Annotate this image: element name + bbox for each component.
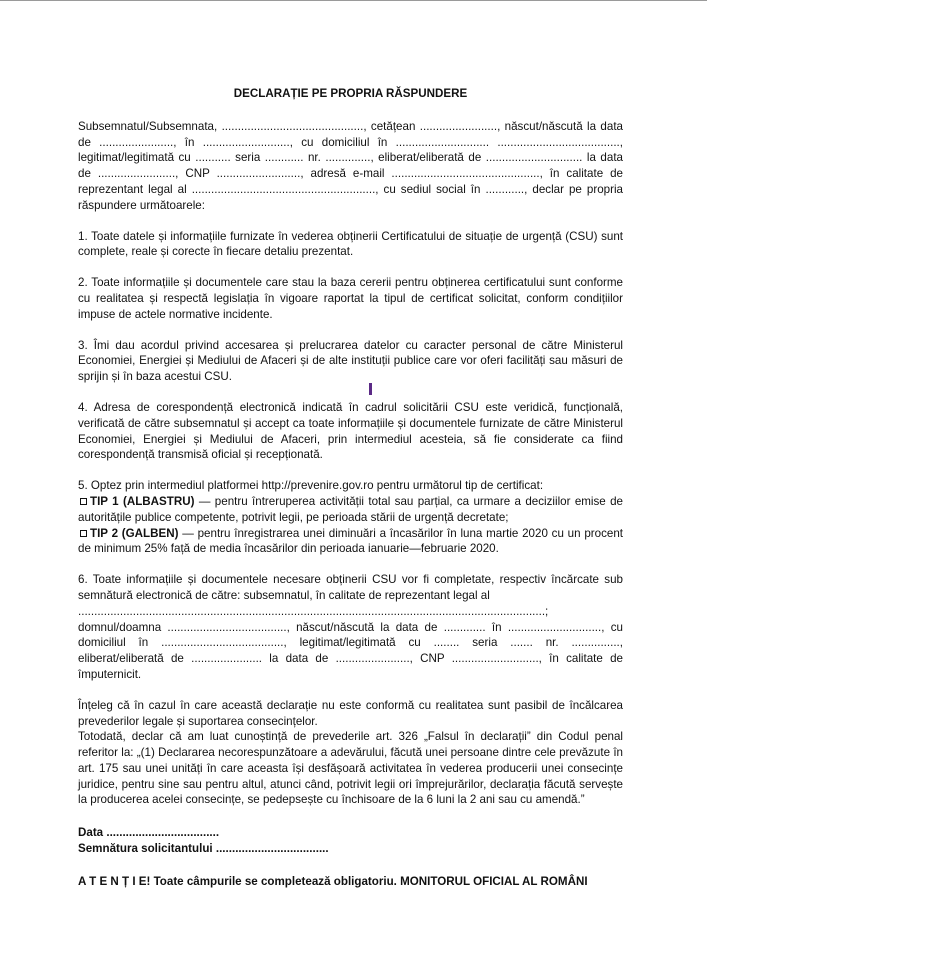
attention-notice: A T E N Ț I E! Toate câmpurile se completează obligatoriu. MONITORUL OFICIAL AL ROMÂNI: [78, 874, 588, 888]
page-top-border: [0, 0, 707, 1]
item-5-intro: 5. Optez prin intermediul platformei http://prevenire.gov.ro pentru următorul tip de certificat:: [78, 479, 544, 493]
closing-paragraph-1: Înțeleg că în cazul în care această declarație nu este conformă cu realitatea sunt pasibil de încălcarea prevederilor legale și suportarea consecințelor.: [78, 698, 623, 728]
tip-1-text: — pentru întreruperea activității total sau parțial, ca urmare a deciziilor emise de autoritățile publice competente, potrivit legii, pe perioada stării de urgență decretate;: [78, 494, 623, 524]
tip-2-option: [78, 526, 623, 558]
item-4: 4. Adresa de corespondență electronică indicată în cadrul solicitării CSU este veridică, funcțională, verificată de către subsemnatul și accept ca toate informațiile și documentele furnizate de către Ministerul Economiei, Energiei și Mediului de Afaceri, prin intermediul acesteia, să fie considerate ca fiind corespondență transmisă oficial și recepționată.: [78, 400, 623, 462]
tip-1-name: TIP 1 (ALBASTRU): [90, 494, 195, 508]
tip-2-name: TIP 2 (GALBEN): [90, 526, 179, 540]
tip-2-checkbox-icon[interactable]: [80, 530, 87, 537]
tip-2-text: — pentru înregistrarea unei diminuări a încasărilor în luna martie 2020 cu un procent de minimum 25% față de media încasărilor din perioada ianuarie—februarie 2020.: [78, 526, 624, 556]
item-6-details: domnul/doamna ....................................., născut/născută la data de ............. în ............................., cu domiciliul în ......................................, legitimat/legitimată cu ........ seria ....... nr. ..............., eliberat/eliberată de ...................... la data de ......................., CNP ..........................., în calitate de împuternicit.: [78, 620, 623, 681]
item-5: [78, 478, 623, 557]
item-6-blank-line: .................................................................................................................................................;: [78, 604, 549, 618]
closing-paragraph-2: Totodată, declar că am luat cunoștință de prevederile art. 326 „Falsul în declarații” din Codul penal referitor la: „(1) Declararea necorespunzătoare a adevărului, făcută unei persoane dintre cele prevăzute în art. 175 sau unei unități în care aceasta își desfășoară activitatea în vederea producerii unei consecințe juridice, pentru sine sau pentru altul, atunci când, potrivit legii ori împrejurărilor, declarația făcută servește la producerea acelei consecințe, se pedepsește cu închisoare de la 6 luni la 2 ani sau cu amendă.”: [78, 730, 623, 807]
intro-paragraph: Subsemnatul/Subsemnata, ............................................, cetățean ........................, născut/născută la data de ......................., în ..........................., cu domiciliul în ............................. ......................................, legitimat/legitimată cu ........... seria ............ nr. .............., eliberat/eliberată de .............................. la data de ........................, CNP .........................., adresă e-mail .............................................., în calitate de reprezentant legal al ........................................................., cu sediul social în ............, declar pe propria răspundere următoarele:: [78, 119, 623, 212]
date-field: Data ...................................: [78, 826, 220, 840]
item-2: 2. Toate informațiile și documentele care stau la baza cererii pentru obținerea certificatului sunt conforme cu realitatea și respectă legislația în vigoare raportat la tipul de certificat solicitat, conform condițiilor impuse de actele normative incidente.: [78, 276, 623, 321]
item-6-intro: 6. Toate informațiile și documentele necesare obținerii CSU vor fi completate, respectiv încărcate sub semnătură electronică de către: subsemnatul, în calitate de reprezentant legal al: [78, 573, 623, 602]
item-3: 3. Îmi dau acordul privind accesarea și prelucrarea datelor cu caracter personal de către Ministerul Economiei, Energiei și Mediului de Afaceri și de alte instituții publice care vor oferi facilități sau măsuri de sprijin și în baza acestui CSU.: [78, 338, 623, 384]
item-1: 1. Toate datele și informațiile furnizate în vederea obținerii Certificatului de situație de urgență (CSU) sunt complete, reale și corecte în fiecare detaliu prezentat.: [78, 229, 623, 259]
signature-field: Semnătura solicitantului ...................................: [78, 842, 329, 856]
document-title: DECLARAȚIE PE PROPRIA RĂSPUNDERE: [233, 87, 468, 100]
tip-1-option: [78, 494, 623, 526]
tip-1-checkbox-icon[interactable]: [80, 498, 87, 505]
item-6: [78, 572, 623, 683]
declaration-document: [78, 86, 623, 890]
